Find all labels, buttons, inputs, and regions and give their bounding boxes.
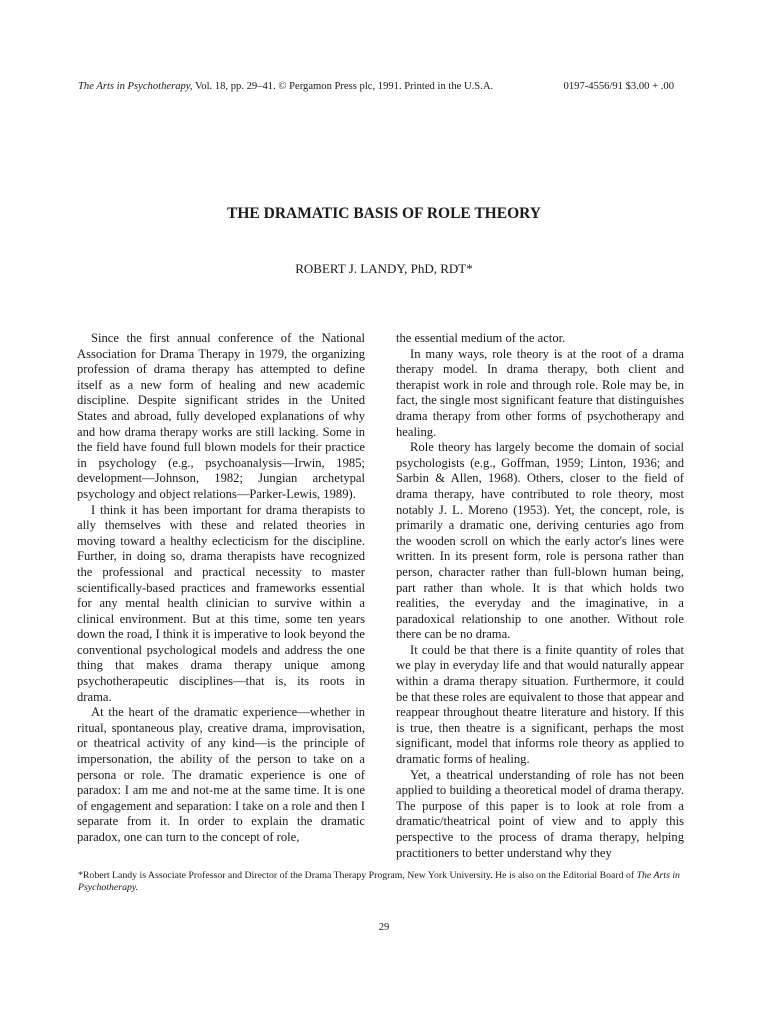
- paragraph: the essential medium of the actor.: [396, 331, 566, 345]
- paragraph: In many ways, role theory is at the root of a drama therapy model. In drama therapy, both client and therapist work in role and through role. Role may be, in fact, the single most significant feature that distinguishes drama therapy from other forms of psychotherapy and healing.: [396, 346, 684, 439]
- paragraph: At the heart of the dramatic experience—whether in ritual, spontaneous play, creative drama, improvisation, or theatrical activity of any kind—is the principle of impersonation, the ability of the person to take on a persona or role. The dramatic experience is one of paradox: I am me and not-me at the same time. It is one of engagement and separation: I take on a role and then I separate from it. In order to explain the dramatic paradox, one can turn to the concept of role,: [77, 705, 365, 844]
- article-author: ROBERT J. LANDY, PhD, RDT*: [295, 261, 473, 276]
- journal-citation: [78, 81, 493, 92]
- paragraph: I think it has been important for drama therapists to ally themselves with these and related theories in moving toward a healthy eclecticism for the discipline. Further, in doing so, drama therapists have recognized the professional and practical necessity to master scientifically-based practices and frameworks essential for any mental health clinician to survive within a clinical environment. But at this time, some ten years down the road, I think it is imperative to look beyond the conventional psychological models and address the one thing that makes drama therapy unique among psychotherapeutic disciplines—that is, its roots in drama.: [77, 502, 365, 704]
- author-footnote: [78, 870, 694, 894]
- article-code: 0197-4556/91 $3.00 + .00: [563, 81, 674, 92]
- left-column: [77, 331, 365, 846]
- footnote-journal: The Arts in Psychotherapy.: [78, 870, 680, 893]
- page-number: 29: [378, 922, 390, 933]
- footnote-text: *Robert Landy is Associate Professor and Director of the Drama Therapy Program, New York University. He is also on the Editorial Board of: [78, 870, 637, 881]
- right-column: [396, 331, 684, 861]
- paragraph: It could be that there is a finite quantity of roles that we play in everyday life and that would naturally appear within a drama therapy situation. Furthermore, it could be that these roles are equivalent to those that appear and reappear throughout theatre literature and history. If this is true, then theatre is a significant, perhaps the most significant, model that informs role theory as applied to dramatic forms of healing.: [396, 642, 684, 767]
- journal-name: The Arts in Psychotherapy,: [78, 81, 193, 92]
- paragraph: Since the first annual conference of the National Association for Drama Therapy in 1979, the organizing profession of drama therapy has attempted to define itself as a new form of healing and new academic discipline. Despite significant strides in the United States and abroad, fully developed explanations of why and how drama therapy works are still lacking. Some in the field have found full blown models for their practice in psychology (e.g., psychoanalysis—Irwin, 1985; development—Johnson, 1982; Jungian archetypal psychology and object relations—Parker-Lewis, 1989).: [77, 331, 365, 501]
- citation-details: Vol. 18, pp. 29–41. © Pergamon Press plc, 1991. Printed in the U.S.A.: [192, 81, 494, 92]
- article-title: THE DRAMATIC BASIS OF ROLE THEORY: [227, 205, 541, 222]
- paragraph: Yet, a theatrical understanding of role has not been applied to building a theoretical model of drama therapy. The purpose of this paper is to look at role from a dramatic/theatrical point of view and to apply this perspective to the process of drama therapy, helping practitioners to better understand why they: [396, 767, 684, 860]
- paragraph: Role theory has largely become the domain of social psychologists (e.g., Goffman, 1959; Linton, 1936; and Sarbin & Allen, 1968). Others, closer to the field of drama therapy, have contributed to role theory, most notably J. L. Moreno (1953). Yet, the concept, role, is primarily a dramatic one, deriving centuries ago from the wooden scroll on which the early actor's lines were written. In its present form, role is persona rather than person, character rather than full-blown human being, part rather than whole. It is that which holds two realities, the everyday and the imaginative, in a paradoxical relationship to one another. Without role there can be no drama.: [396, 440, 684, 642]
